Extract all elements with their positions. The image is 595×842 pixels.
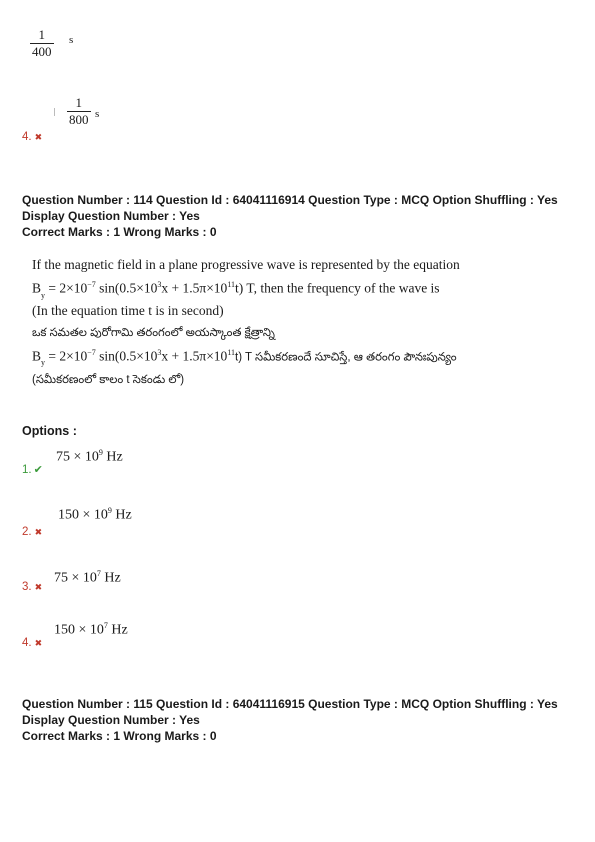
- option-number: 4.: [22, 131, 32, 143]
- denominator: 800: [69, 112, 89, 127]
- eq-exponent: 11: [227, 347, 236, 357]
- cross-icon: ✖: [34, 132, 43, 142]
- option-unit: Hz: [115, 507, 132, 523]
- numerator: 1: [38, 27, 45, 42]
- option-unit: Hz: [106, 449, 123, 465]
- question-note-te: (సమీకరణంలో కాలం t సెకండు లో): [32, 374, 185, 386]
- prev-option-4-value: [54, 96, 91, 127]
- cross-icon: ✖: [34, 638, 43, 648]
- option-unit: Hz: [104, 570, 121, 586]
- eq-exponent: −7: [87, 347, 96, 357]
- option-2-value: $150 \times 10^9$ Hz: [58, 506, 132, 523]
- question-note-en: (In the equation time t is in second): [32, 302, 224, 318]
- option-exponent: 9: [107, 506, 112, 515]
- question-meta-line: Question Number : 114 Question Id : 64041116914 Question Type : MCQ Option Shuffling : Yes: [22, 193, 558, 207]
- eq-exponent: −7: [87, 280, 96, 289]
- eq-exponent: 3: [157, 280, 162, 289]
- option-unit: Hz: [111, 622, 128, 638]
- numerator: 1: [75, 95, 82, 110]
- eq-part: sin(0.5×10: [95, 348, 158, 363]
- option-3-number: [22, 581, 42, 593]
- option-mantissa: 150: [58, 507, 79, 523]
- eq-part: = 2×10: [45, 280, 88, 296]
- cursor-mark: [54, 108, 55, 116]
- eq-part: = 2×10: [45, 348, 88, 363]
- option-4-value: $150 \times 10^7$ Hz: [54, 621, 128, 638]
- eq-part: x + 1.5π×10: [161, 348, 228, 363]
- options-label: Options :: [22, 424, 77, 438]
- eq-part-te: t) T సమీకరణందే సూచిస్తే, ఆ తరంగం పౌనఃపున్యం: [235, 351, 457, 363]
- option-exponent: 7: [103, 621, 108, 630]
- option-exponent: 7: [96, 569, 101, 578]
- display-question-number: Display Question Number : Yes: [22, 713, 200, 727]
- question-text-te: ఒక సమతల పురోగామి తరంగంలో అయస్కాంత క్షేత్రాన్ని: [32, 326, 275, 339]
- option-2-number: [22, 526, 42, 538]
- eq-symbol: B: [32, 280, 42, 296]
- option-exponent: 9: [98, 448, 103, 457]
- option-mantissa: 75: [54, 570, 68, 586]
- option-4-number: [22, 637, 42, 649]
- equation-line-en: [32, 275, 582, 301]
- eq-exponent: 11: [227, 280, 236, 289]
- eq-part: sin(0.5×10: [95, 280, 158, 296]
- equation-line-te: [32, 343, 582, 369]
- fraction: [67, 96, 91, 127]
- marks-line: Correct Marks : 1 Wrong Marks : 0: [22, 225, 217, 239]
- denominator: 400: [32, 44, 52, 59]
- option-1-number: [22, 463, 43, 476]
- question-text-en: If the magnetic field in a plane progressive wave is represented by the equation: [32, 257, 460, 272]
- option-1-value: $75 \times 10^9$ Hz: [56, 448, 123, 465]
- option-number: 2.: [22, 526, 32, 538]
- cross-icon: ✖: [34, 582, 43, 592]
- eq-exponent: 3: [157, 347, 162, 357]
- eq-subscript: y: [41, 358, 46, 367]
- prev-option-3-unit: s: [69, 34, 74, 46]
- cross-icon: ✖: [34, 527, 43, 537]
- prev-option-4-unit: s: [95, 108, 100, 120]
- check-icon: ✔: [33, 464, 43, 476]
- prev-option-3-value: [30, 26, 54, 59]
- option-3-value: $75 \times 10^7$ Hz: [54, 569, 121, 586]
- question-114-body: [32, 255, 582, 390]
- option-number: 1.: [22, 464, 32, 476]
- display-question-number: Display Question Number : Yes: [22, 209, 200, 223]
- question-115-header: [22, 696, 587, 744]
- prev-option-4-number: [22, 131, 42, 143]
- eq-part: x + 1.5π×10: [161, 280, 228, 296]
- eq-symbol: B: [32, 348, 42, 363]
- marks-line: Correct Marks : 1 Wrong Marks : 0: [22, 729, 217, 743]
- question-meta-line: Question Number : 115 Question Id : 64041116915 Question Type : MCQ Option Shuffling : Yes: [22, 697, 558, 711]
- question-114-header: [22, 192, 587, 240]
- eq-part: t) T, then the frequency of the wave is: [235, 280, 440, 296]
- fraction: [30, 28, 54, 59]
- eq-subscript: y: [41, 290, 46, 300]
- option-mantissa: 75: [56, 449, 70, 465]
- option-mantissa: 150: [54, 622, 75, 638]
- option-number: 3.: [22, 581, 32, 593]
- option-number: 4.: [22, 637, 32, 649]
